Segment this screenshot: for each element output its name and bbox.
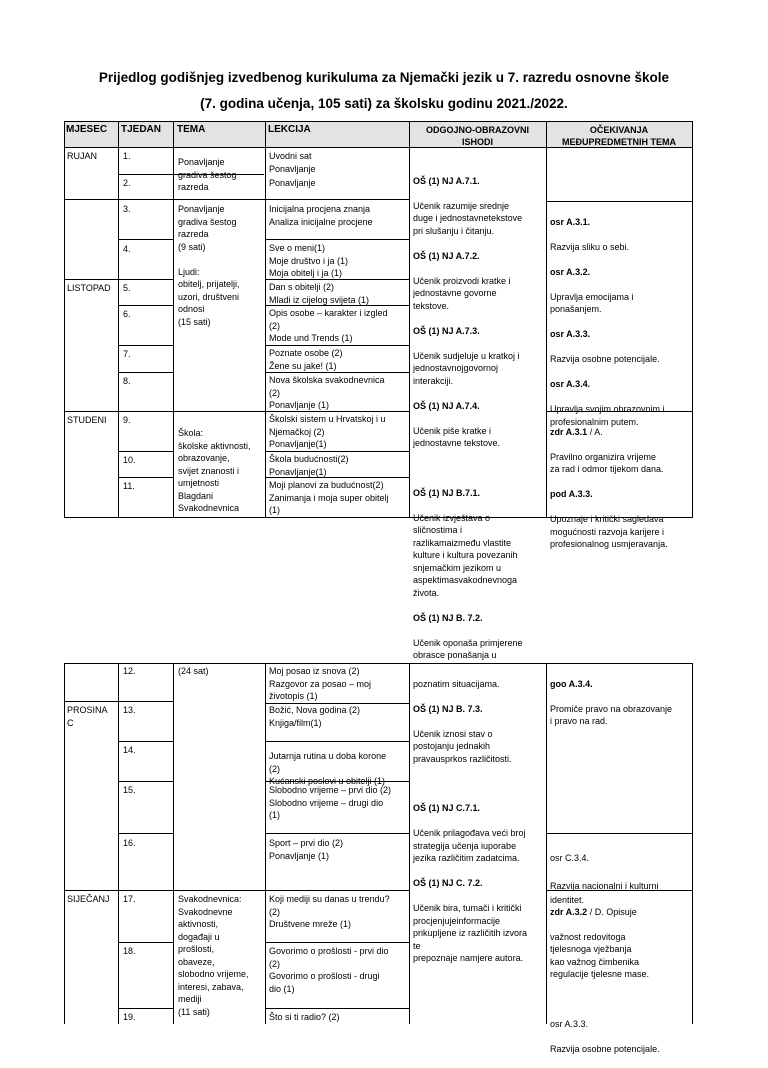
week-number: 2. (123, 178, 131, 188)
week-number: 8. (123, 376, 131, 386)
ishod-text: Učenik proizvodi kratke i jednostavne govorne tekstove. (413, 275, 511, 311)
zdr-code: zdr A.3.2 (550, 906, 588, 917)
lekcija-cell: Božić, Nova godina (2) Knjiga/film(1) (269, 705, 361, 728)
osr-text: Razvija osobne potencijale. (550, 354, 660, 364)
lekcija-cell: Govorimo o prošlosti - prvi dio (2) Govorimo o prošlosti - drugi dio (1) (269, 946, 389, 994)
ishod-text: poznatim situacijama. (413, 678, 500, 689)
week-number: 14. (123, 745, 136, 755)
ishod-text: Učenik izvještava o sličnostima i razlikamaizmeđu vlastite kulture i kultura povezanih snjemačkim jezikom u aspektimasvakodnevnoga života. (413, 512, 518, 598)
osr-text: Razvija osobne potencijale. (550, 1043, 660, 1054)
lekcija-cell: Sve o meni(1) Moje društvo i ja (1) Moja obitelj i ja (1) (269, 243, 349, 278)
week-number: 11. (123, 481, 135, 491)
ishod-code: OŠ (1) NJ A.7.4. (413, 400, 480, 411)
tema-cell: (24 sat) (178, 666, 209, 676)
ishodi-cell (413, 162, 546, 674)
lekcija-cell: Sport – prvi dio (2) Ponavljanje (1) (269, 838, 344, 861)
osr-text: Upravlja emocijama i ponašanjem. (550, 291, 634, 314)
pod-code: pod A.3.3. (550, 489, 593, 499)
lekcija-cell: Nova školska svakodnevnica (2) Ponavljanje (1) (269, 375, 385, 410)
tema-cell: Škola: školske aktivnosti, obrazovanje, svijet znanosti i umjetnosti Blagdani Svakodnevnica (178, 428, 251, 513)
lekcija-cell: Uvodni sat Ponavljanje (269, 151, 316, 174)
week-number: 12. (123, 666, 136, 676)
week-number: 17. (123, 894, 136, 904)
month-label: STUDENI (67, 415, 107, 425)
osr-code: osr A.3.4. (550, 379, 591, 389)
ishod-code: OŠ (1) NJ A.7.3. (413, 325, 480, 336)
month-label: RUJAN (67, 151, 98, 161)
ishod-text: Učenik razumije srednje duge i jednostavnetekstove pri slušanju i čitanju. (413, 200, 523, 236)
ishod-code: OŠ (1) NJ C. 7.2. (413, 878, 483, 888)
ishod-code: OŠ (1) NJ B.7.1. (413, 487, 481, 498)
goo-text: Promiče pravo na obrazovanje i pravo na rad. (550, 703, 673, 726)
osr-code: osr A.3.2. (550, 266, 591, 277)
osr-code: osr A.3.3. (550, 1018, 589, 1029)
ishodi-cell (413, 665, 546, 977)
zdr-text: važnost redovitoga tjelesnoga vježbanja kao važnog čimbenika regulacije tjelesne mase. (550, 931, 650, 979)
osr-text: Razvija nacionalni i kulturni identitet. (550, 881, 659, 905)
lekcija-cell: Školski sistem u Hrvatskoj i u Njemačkoj (2) Ponavljanje(1) (269, 414, 386, 449)
week-number: 6. (123, 309, 131, 319)
month-label: PROSINA C (67, 705, 108, 728)
ishod-text: Učenik sudjeluje u kratkoj i jednostavnojgovornoj interakciji. (413, 350, 520, 386)
medjupredmetne-cell (550, 413, 692, 563)
ishod-code: OŠ (1) NJ B. 7.3. (413, 703, 483, 714)
header-tjedan: TJEDAN (121, 124, 162, 135)
lekcija-cell: Inicijalna procjena znanja Analiza inicijalne procjene (269, 204, 373, 227)
ishod-text: Učenik iznosi stav o postojanju jednakih pravausprkos različitosti. (413, 728, 512, 764)
week-number: 5. (123, 283, 131, 293)
week-number: 16. (123, 838, 136, 848)
goo-code: goo A.3.4. (550, 678, 593, 689)
header-tema: TEMA (177, 124, 206, 135)
month-label: SIJEČANJ (67, 894, 110, 904)
week-number: 10. (123, 455, 136, 465)
week-number: 15. (123, 785, 136, 795)
week-number: 3. (123, 204, 131, 214)
medjupredmetne-cell (550, 893, 692, 1068)
ishod-code: OŠ (1) NJ C.7.1. (413, 803, 481, 813)
lekcija-cell: Opis osobe – karakter i izgled (2) Mode und Trends (1) (269, 308, 388, 343)
week-number: 1. (123, 151, 131, 161)
tema-cell: Ponavljanje gradiva šestog razreda (9 sati) Ljudi: obitelj, prijatelji, uzori, društveni odnosi (15 sati) (178, 204, 240, 327)
header-mjesec: MJESEC (66, 124, 108, 135)
week-number: 19. (123, 1012, 136, 1022)
lekcija-cell: Jutarnja rutina u doba korone (2) Kućanski poslovi u obitelji (1) (269, 751, 387, 786)
lekcija-cell: Moji planovi za budućnost(2) Zanimanja i moja super obitelj (1) (269, 480, 389, 515)
week-number: 7. (123, 349, 131, 359)
zdr-suffix: / D. Opisuje (587, 906, 637, 917)
header-lekcija: LEKCIJA (268, 124, 311, 135)
week-number: 13. (123, 705, 136, 715)
ishod-text: Učenik prilagođava veći broj strategija učenja iuporabe jezika različitim zadatcima. (413, 828, 526, 863)
ishod-text: Učenik bira, tumači i kritički procjenjujeinformacije prikupljene iz različitih izvora te prepoznaje namjere autora. (413, 903, 528, 963)
week-number: 18. (123, 946, 136, 956)
medjupredmetne-cell (550, 665, 692, 740)
lekcija-cell: Poznate osobe (2) Žene su jake! (1) (269, 348, 343, 371)
tema-cell: Svakodnevnica: Svakodnevne aktivnosti, događaji u prošlosti, obaveze, slobodno vrijeme, interesi, zabava, mediji (11 sati) (178, 894, 249, 1017)
header-ishodi: ODGOJNO-OBRAZOVNI ISHODI (425, 125, 529, 147)
osr-text: Razvija sliku o sebi. (550, 241, 630, 252)
medjupredmetne-cell (550, 203, 692, 441)
zdr-code: zdr A.3.1 (550, 426, 588, 437)
lekcija-cell: Moj posao iz snova (2) Razgovor za posao – moj životopis (1) (269, 666, 372, 701)
ishod-code: OŠ (1) NJ A.7.2. (413, 250, 480, 261)
month-label: LISTOPAD (67, 283, 111, 293)
ishod-text: Učenik oponaša primjerene obrasce ponašanja u (413, 637, 523, 660)
lekcija-cell: Dan s obitelji (2) Mladi iz cijelog svijeta (1) (269, 282, 370, 305)
ishod-text: Učenik piše kratke i jednostavne tekstove. (413, 425, 501, 448)
osr-text: Upravlja svojim obrazovnim i profesionalnim putem. (550, 404, 665, 427)
lekcija-cell: Slobodno vrijeme – prvi dio (2) Slobodno vrijeme – drugi dio (1) (269, 785, 392, 820)
lekcija-cell: Koji mediji su danas u trendu? (2) Društvene mreže (1) (269, 894, 390, 929)
osr-code: osr A.3.3. (550, 329, 591, 339)
osr-code: osr C.3.4. (550, 853, 590, 863)
pod-text: Upoznaje i kritički sagledava mogućnosti razvoja karijere i profesionalnog usmjeravanja. (550, 514, 668, 549)
ishod-code: OŠ (1) NJ B. 7.2. (413, 612, 483, 623)
osr-code: osr A.3.1. (550, 216, 591, 227)
document-subtitle: (7. godina učenja, 105 sati) za školsku godinu 2021./2022. (200, 96, 568, 111)
lekcija-cell: Što si ti radio? (2) (269, 1012, 340, 1022)
zdr-text: Pravilno organizira vrijeme za rad i odmor tijekom dana. (550, 451, 664, 474)
zdr-suffix: / A. (587, 426, 603, 437)
document-title: Prijedlog godišnjeg izvedbenog kurikuluma za Njemački jezik u 7. razredu osnovne škole (98, 70, 670, 85)
lekcija-cell: Škola budućnosti(2) Ponavljanje(1) (269, 454, 349, 477)
week-number: 9. (123, 415, 131, 425)
week-number: 4. (123, 244, 131, 254)
ishod-code: OŠ (1) NJ A.7.1. (413, 175, 480, 186)
lekcija-cell: Ponavljanje (269, 178, 316, 188)
tema-cell: Ponavljanje gradiva šestog razreda (178, 157, 237, 192)
header-medjupredmetne: OČEKIVANJA MEĐUPREDMETNIH TEMA (562, 125, 676, 147)
